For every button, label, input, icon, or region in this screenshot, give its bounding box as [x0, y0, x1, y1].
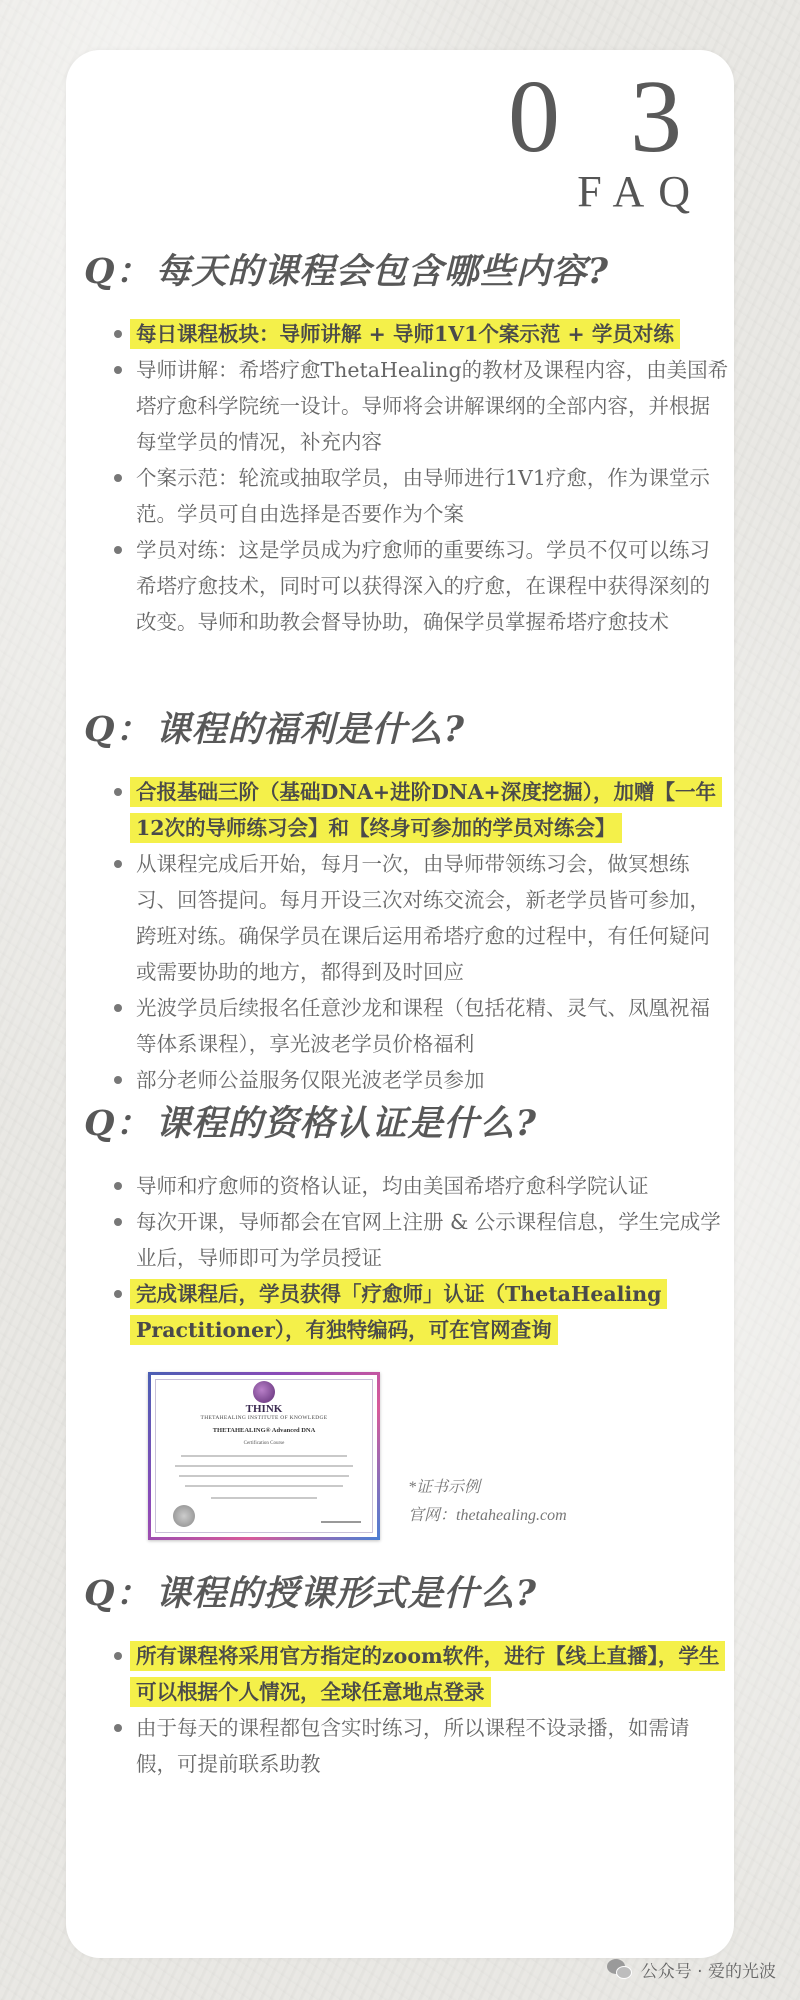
wechat-account-footer	[607, 1957, 776, 1982]
answer-list	[84, 1638, 730, 1782]
list-item: 从课程完成后开始，每月一次，由导师带领练习会，做冥想练习、回答提问。每月开设三次对练交流会，新老学员皆可参加，跨班对练。确保学员在课后运用希塔疗愈的过程中，有任何疑问或需要协助的地方，都得到及时回应	[84, 846, 730, 990]
list-item: 每次开课，导师都会在官网上注册 & 公示课程信息，学生完成学业后，导师即可为学员授证	[84, 1204, 730, 1276]
certificate-text-line	[181, 1455, 347, 1457]
certificate-text-line	[185, 1485, 343, 1487]
list-item: 导师讲解：希塔疗愈ThetaHealing的教材及课程内容，由美国希塔疗愈科学院统一设计。导师将会讲解课纲的全部内容，并根据每堂学员的情况，补充内容	[84, 352, 730, 460]
account-name: 公众号 · 爱的光波	[640, 1962, 776, 1982]
list-item: 光波学员后续报名任意沙龙和课程（包括花精、灵气、凤凰祝福等体系课程），享光波老学员价格福利	[84, 990, 730, 1062]
answer-list	[84, 316, 730, 640]
question-title: Q： 课程的授课形式是什么?	[84, 1573, 538, 1614]
certificate-course-label: Certification Course	[243, 1441, 285, 1446]
list-item: 完成课程后，学员获得「疗愈师」认证（ThetaHealing Practitioner），有独特编码，可在官网查询	[84, 1276, 730, 1348]
question-title: Q： 课程的福利是什么?	[84, 709, 466, 750]
answer-list	[84, 1168, 730, 1348]
question-title: Q： 每天的课程会包含哪些内容?	[84, 251, 610, 292]
faq-section-1	[84, 250, 730, 640]
list-item: 学员对练：这是学员成为疗愈师的重要练习。学员不仅可以练习希塔疗愈技术，同时可以获得深入的疗愈，在课程中获得深刻的改变。导师和助教会督导协助，确保学员掌握希塔疗愈技术	[84, 532, 730, 640]
certificate-caption-label: *证书示例	[408, 1479, 481, 1496]
list-item: 合报基础三阶（基础DNA+进阶DNA+深度挖掘），加赠【一年12次的导师练习会】和【终身可参加的学员对练会】	[84, 774, 730, 846]
list-item: 由于每天的课程都包含实时练习，所以课程不设录播，如需请假，可提前联系助教	[84, 1710, 730, 1782]
faq-section-2	[84, 708, 730, 1098]
certificate-logo-text: THINK	[245, 1403, 283, 1415]
certificate-caption	[408, 1474, 567, 1530]
list-item: 导师和疗愈师的资格认证，均由美国希塔疗愈科学院认证	[84, 1168, 730, 1204]
certificate-text-line	[211, 1497, 317, 1499]
section-number: 0 3	[508, 59, 704, 174]
list-item: 所有课程将采用官方指定的zoom软件，进行【线上直播】，学生可以根据个人情况，全球任意地点登录	[84, 1638, 730, 1710]
question-title: Q： 课程的资格认证是什么?	[84, 1103, 538, 1144]
faq-section-4	[84, 1572, 730, 1782]
certificate-institute: THETAHEALING INSTITUTE OF KNOWLEDGE	[200, 1415, 328, 1421]
certificate-text-line	[175, 1465, 353, 1467]
faq-section-3	[84, 1102, 730, 1348]
certificate-image	[148, 1372, 380, 1540]
list-item: 个案示范：轮流或抽取学员，由导师进行1V1疗愈，作为课堂示范。学员可自由选择是否要作为个案	[84, 460, 730, 532]
list-item: 每日课程板块：导师讲解 + 导师1V1个案示范 + 学员对练	[84, 316, 730, 352]
wechat-icon	[607, 1959, 633, 1981]
answer-list	[84, 774, 730, 1098]
certificate-text-line	[179, 1475, 349, 1477]
think-logo-icon	[253, 1381, 275, 1403]
list-item: 部分老师公益服务仅限光波老学员参加	[84, 1062, 730, 1098]
certificate-seal-icon	[173, 1505, 195, 1527]
certificate-signature	[321, 1521, 361, 1523]
certificate-course-name: THETAHEALING® Advanced DNA	[212, 1427, 316, 1434]
official-site-text: 官网：thetahealing.com	[408, 1507, 567, 1524]
section-label: FAQ	[577, 167, 704, 216]
